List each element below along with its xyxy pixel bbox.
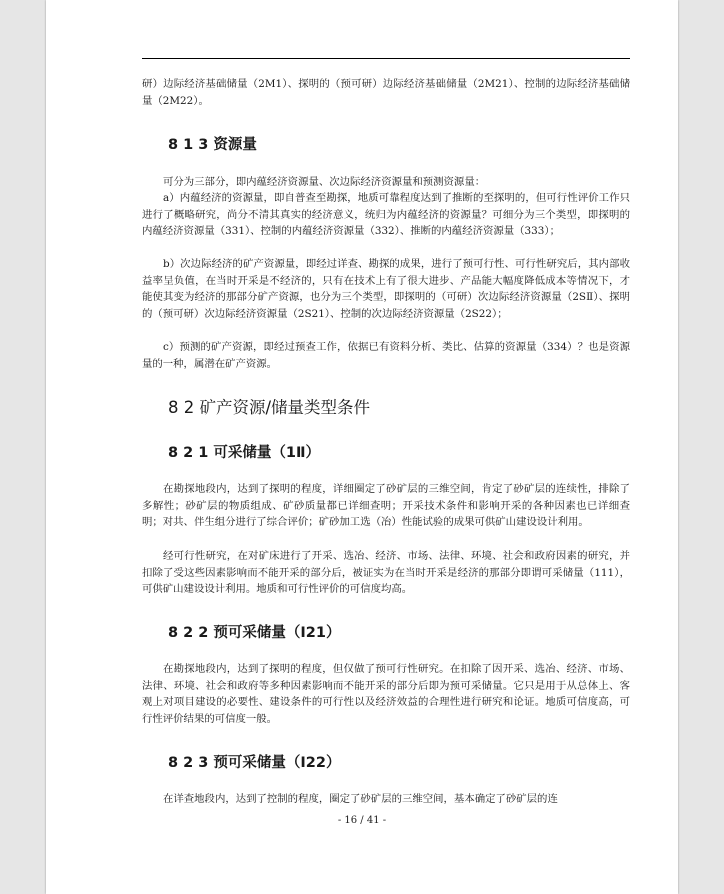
heading-8-2-3: 8 2 3 预可采储量（I22） — [168, 755, 341, 771]
document-page — [46, 0, 678, 894]
heading-8-1-3: 8 1 3 资源量 — [168, 137, 257, 153]
paragraph-recoverable-reserve-2: 经可行性研究，在对矿床进行了开采、选冶、经济、市场、法律、环境、社会和政府因素的研究，并扣除了受这些因素影响而不能开采的部分后，被证实为在当时开采是经济的那部分即谓可采储量（111），可供矿山建设设计利用。地质和可行性评价的可信度均高。 — [142, 550, 630, 595]
header-rule — [142, 58, 630, 59]
heading-8-2: 8 2 矿产资源/储量类型条件 — [168, 398, 371, 417]
paragraph-prefeasible-reserve-122: 在详查地段内，达到了控制的程度，圈定了砂矿层的三维空间，基本确定了砂矿层的连 — [163, 793, 558, 805]
paragraph-resource-intro: 可分为三部分，即内蕴经济资源量、次边际经济资源量和预测资源量： — [163, 176, 486, 188]
paragraph-predicted-resource: c）预测的矿产资源，即经过预查工作，依据已有资料分析、类比、估算的资源量（334）？也是资源量的一种，属潜在矿产资源。 — [142, 341, 630, 370]
heading-8-2-1: 8 2 1 可采储量（1Ⅱ） — [168, 445, 321, 461]
paragraph-prefeasible-reserve-121: 在勘探地段内，达到了探明的程度，但仅做了预可行性研究。在扣除了因开采、选冶、经济、市场、法律、环境、社会和政府等多种因素影响而不能开采的部分后即为预可采储量。它只是用于从总体上、客观上对项目建设的必要性、建设条件的可行性以及经济效益的合理性进行研究和论证。地质可信度高，可行性评价结果的可信度一般。 — [142, 663, 630, 725]
paragraph-reserve-continuation: 研）边际经济基础储量（2M1）、探明的（预可研）边际经济基础储量（2M21）、控制的边际经济基础储量（2M22）。 — [142, 78, 630, 107]
heading-8-2-2: 8 2 2 预可采储量（I21） — [168, 625, 341, 641]
paragraph-recoverable-reserve-1: 在勘探地段内，达到了探明的程度，详细圈定了砂矿层的三维空间，肯定了砂矿层的连续性，排除了多解性；砂矿层的物质组成、矿砂质量都已详细查明；开采技术条件和影响开采的各种因素也已详细查明；对共、伴生组分进行了综合评价；矿砂加工选（冶）性能试验的成果可供矿山建设设计利用。 — [142, 483, 630, 528]
paragraph-intrinsic-resource: a）内蕴经济的资源量，即自普查至勘探，地质可靠程度达到了推断的至探明的，但可行性评价工作只进行了概略研究，尚分不清其真实的经济意义，统归为内蕴经济的资源量？可细分为三个类型，即探明的内蕴经济资源量（331）、控制的内蕴经济资源量（332）、推断的内蕴经济资源量（333）； — [142, 192, 630, 237]
page-number: - 16 / 41 - — [337, 815, 387, 826]
paragraph-subeconomic-resource: b）次边际经济的矿产资源量，即经过详查、勘探的成果，进行了预可行性、可行性研究后，其内部收益率呈负值，在当时开采是不经济的，只有在技术上有了很大进步、产品能大幅度降低成本等情况下，才能使其变为经济的那部分矿产资源，也分为三个类型，即探明的（可研）次边际经济资源量（2SⅡ）、探明的（预可研）次边际经济资源量（2S21）、控制的次边际经济资源量（2S22）； — [142, 258, 630, 320]
